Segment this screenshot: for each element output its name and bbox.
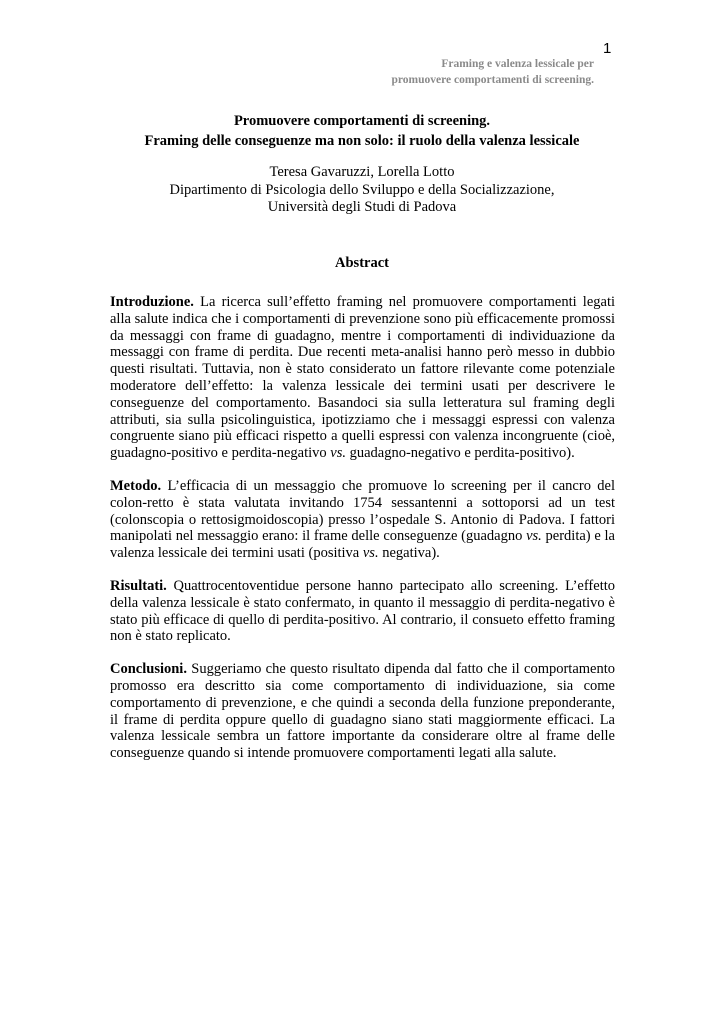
section-metodo — [110, 478, 615, 562]
title-line-2: Framing delle conseguenze ma non solo: il ruolo della valenza lessicale — [144, 133, 580, 149]
paper-title — [0, 111, 724, 151]
title-line-1: Promuovere comportamenti di screening. — [233, 113, 491, 129]
section-text: negativa). — [382, 545, 440, 562]
author-department: Dipartimento di Psicologia dello Sviluppo e della Socializzazione, — [169, 181, 555, 198]
author-block — [0, 164, 724, 217]
section-text: La ricerca sull’effetto framing nel promuovere comportamenti legati alla salute indica che i comportamenti di prevenzione sono più efficacemente promossi da messaggi con frame di guadagno, mentre i comportamenti di individuazione da messaggi con frame di perdita. Due recenti meta-analisi hanno però messo in dubbio questi risultati. Tuttavia, non è stato considerato un fattore rilevante come potenziale moderatore dell’effetto: la valenza lessicale dei termini usati per descrivere le conseguenze del comportamento. Basandoci sia sulla letteratura sul framing degli attributi, sia sulla psicolinguistica, ipotizziamo che i messaggi espressi con valenza congruente siano più efficaci rispetto a quelli espressi con valenza incongruente (cioè, guadagno-positivo e perdita-negativo — [110, 294, 616, 462]
abstract-body — [110, 294, 615, 778]
section-risultati — [110, 578, 615, 645]
section-text: guadagno-negativo e perdita-positivo). — [349, 445, 575, 462]
section-label-conclusioni: Conclusioni. — [110, 661, 187, 678]
section-label-introduzione: Introduzione. — [110, 294, 194, 310]
section-text: Suggeriamo che questo risultato dipenda dal fatto che il comportamento promosso era descritto sia come comportamento di individuazione, sia come comportamento di prevenzione, e che quindi a seconda della funzione preponderante, il frame di perdita oppure quello di guadagno siano stati maggiormente efficaci. La valenza lessicale sembra un fattore importante da considerare oltre al frame delle conseguenze quando si intende promuovere comportamenti legati alla salute. — [110, 661, 616, 762]
section-conclusioni — [110, 661, 615, 762]
author-names: Teresa Gavaruzzi, Lorella Lotto — [269, 164, 455, 180]
running-head-line-1: Framing e valenza lessicale per — [441, 58, 594, 70]
running-head-line-2: promuovere comportamenti di screening. — [391, 74, 594, 86]
section-label-risultati: Risultati. — [110, 577, 167, 594]
author-university: Università degli Studi di Padova — [267, 199, 457, 215]
vs-italic: vs. — [330, 445, 346, 462]
section-text: L’efficacia di un messaggio che promuove lo screening per il cancro del colon-retto è stata valutata invitando 1754 sessantenni a sottoporsi ad un test (colonscopia o rettosigmoidoscopia) presso l’ospedale S. Antonio di Padova. I fattori manipolati nel messaggio erano: il frame delle conseguenze (guadagno — [110, 477, 616, 545]
vs-italic: vs. — [526, 528, 542, 545]
section-label-metodo: Metodo. — [110, 477, 162, 494]
section-introduzione — [110, 294, 615, 462]
running-head — [391, 56, 594, 88]
abstract-heading: Abstract — [335, 255, 389, 271]
vs-italic: vs. — [362, 545, 379, 562]
section-text: Quattrocentoventidue persone hanno partecipato allo screening. L’effetto della valenza lessicale è stato confermato, in quanto il messaggio di perdita-negativo è stato più efficace di quello di perdita-positivo. Al contrario, il consueto effetto framing non è stato replicato. — [110, 577, 615, 645]
section-text: perdita) e la valenza lessicale dei termini usati (positiva — [110, 528, 615, 562]
page-number: 1 — [603, 40, 612, 57]
